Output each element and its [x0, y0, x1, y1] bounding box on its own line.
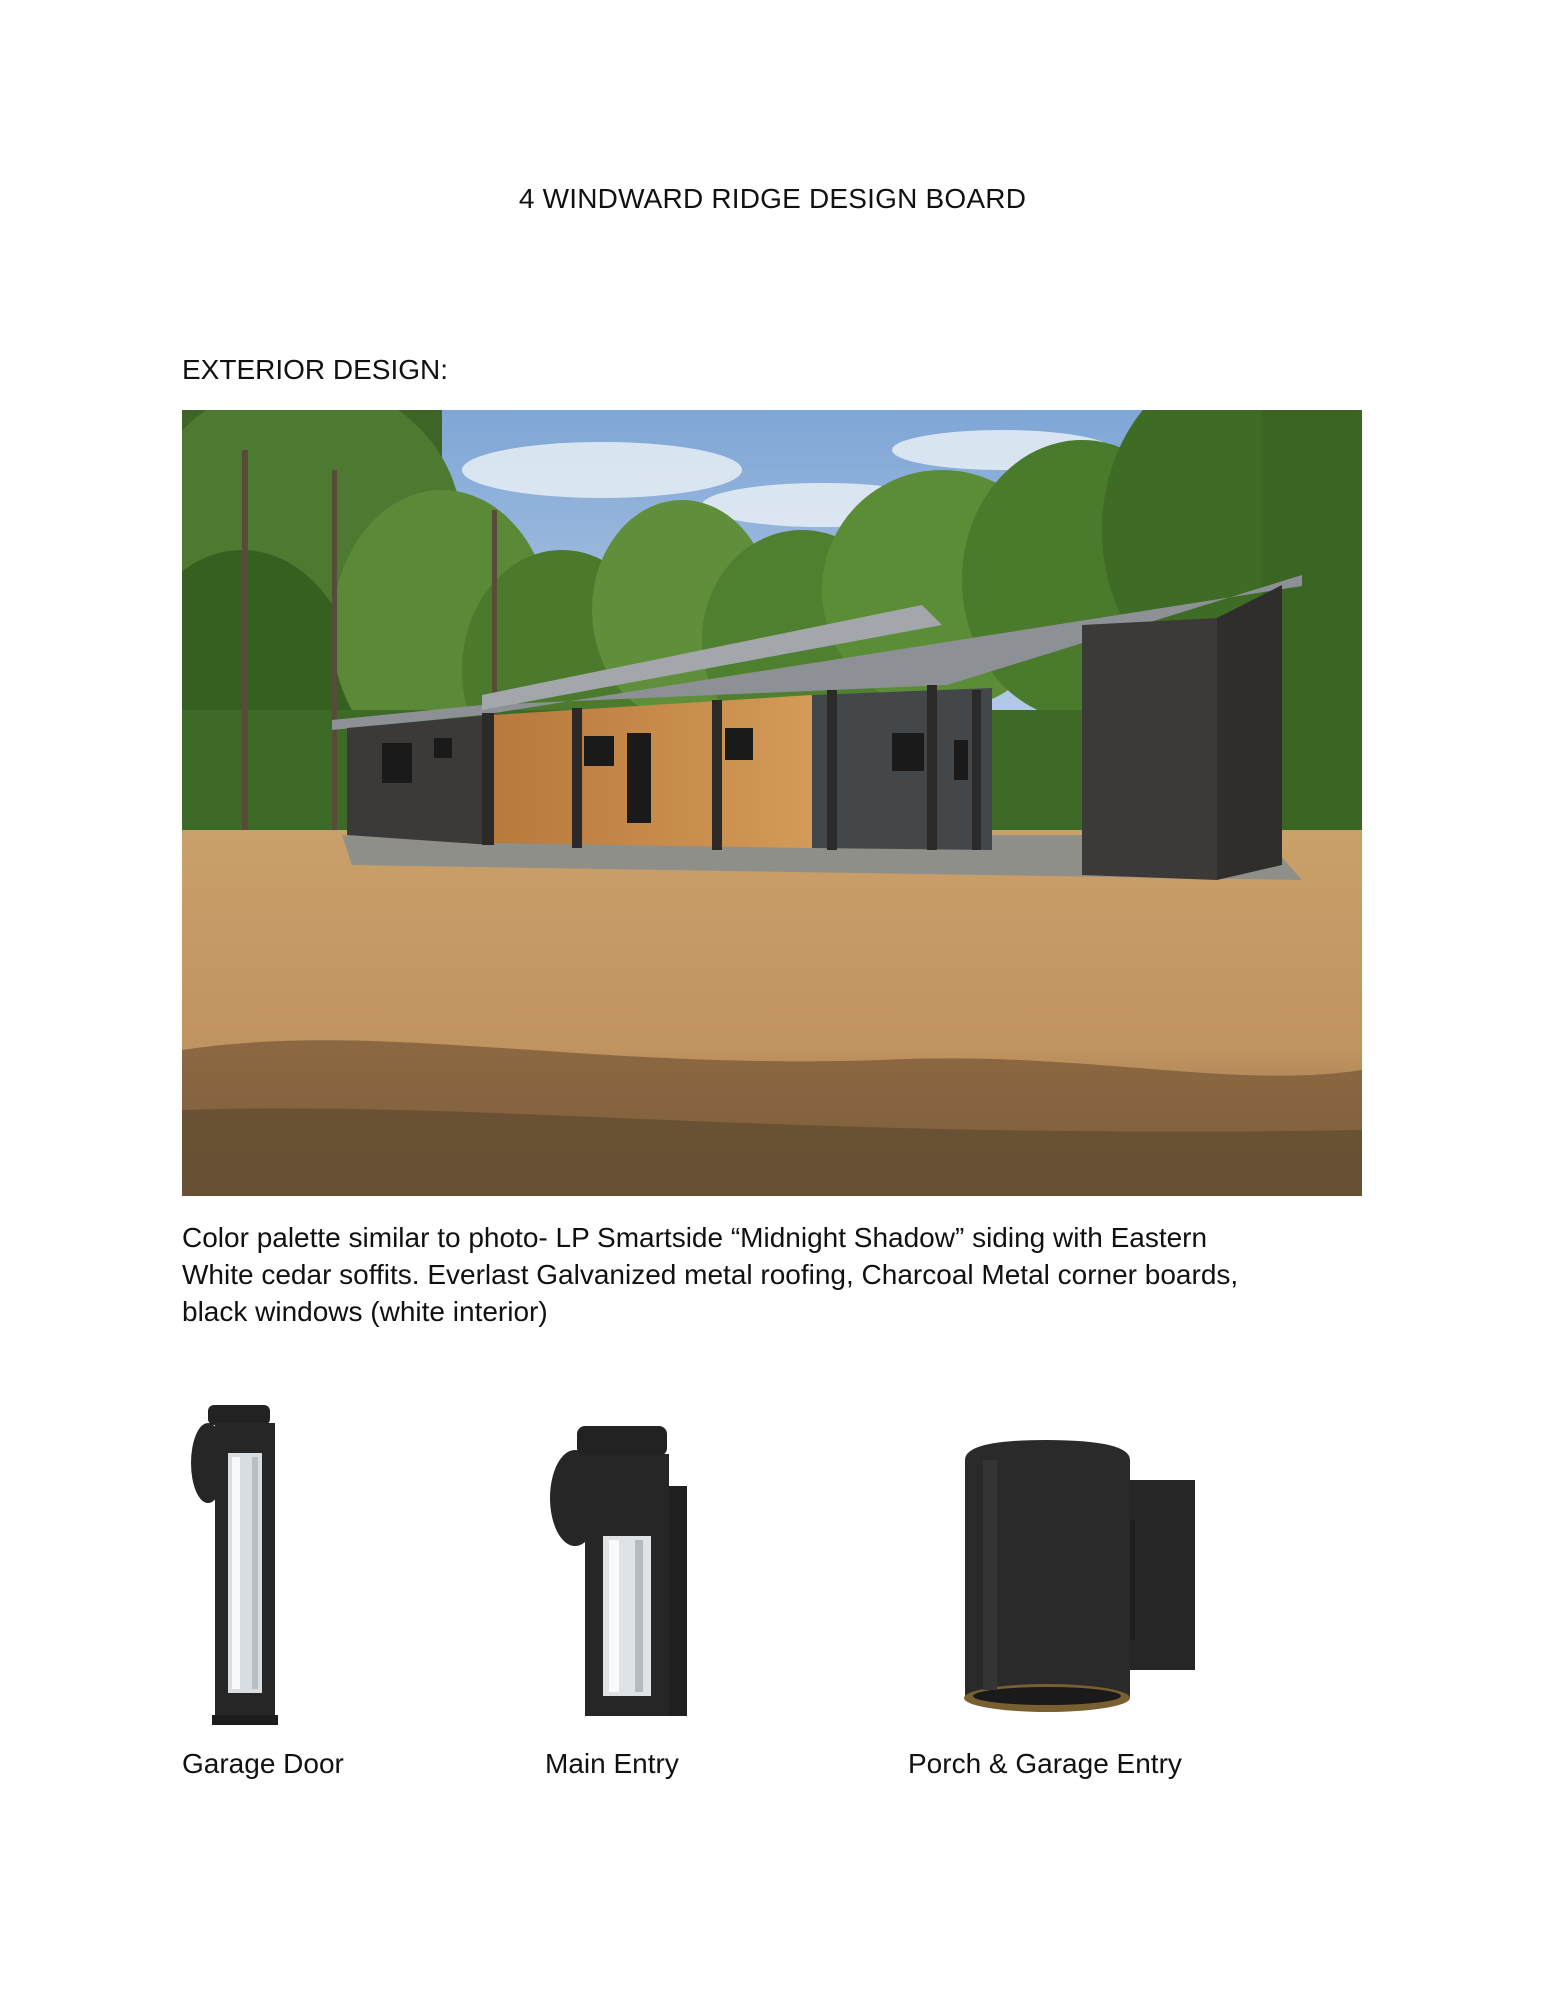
fixture-caption-main-entry: Main Entry	[545, 1748, 679, 1779]
section-heading: EXTERIOR DESIGN:	[182, 354, 449, 385]
porch-garage-light-image	[955, 1440, 1225, 1720]
exterior-description	[182, 1219, 1382, 1330]
garage-door-light-image	[190, 1405, 290, 1725]
description-line: White cedar soffits. Everlast Galvanized metal roofing, Charcoal Metal corner boards,	[182, 1259, 1239, 1290]
description-line: black windows (white interior)	[182, 1296, 548, 1327]
main-entry-light-image	[545, 1426, 695, 1716]
page-title: 4 WINDWARD RIDGE DESIGN BOARD	[518, 183, 1027, 214]
fixture-caption-garage-door: Garage Door	[182, 1748, 344, 1779]
description-line: Color palette similar to photo- LP Smartside “Midnight Shadow” siding with Eastern	[182, 1222, 1208, 1253]
fixture-caption-porch-garage-entry: Porch & Garage Entry	[908, 1748, 1182, 1779]
house-exterior-photo	[182, 410, 1362, 1196]
